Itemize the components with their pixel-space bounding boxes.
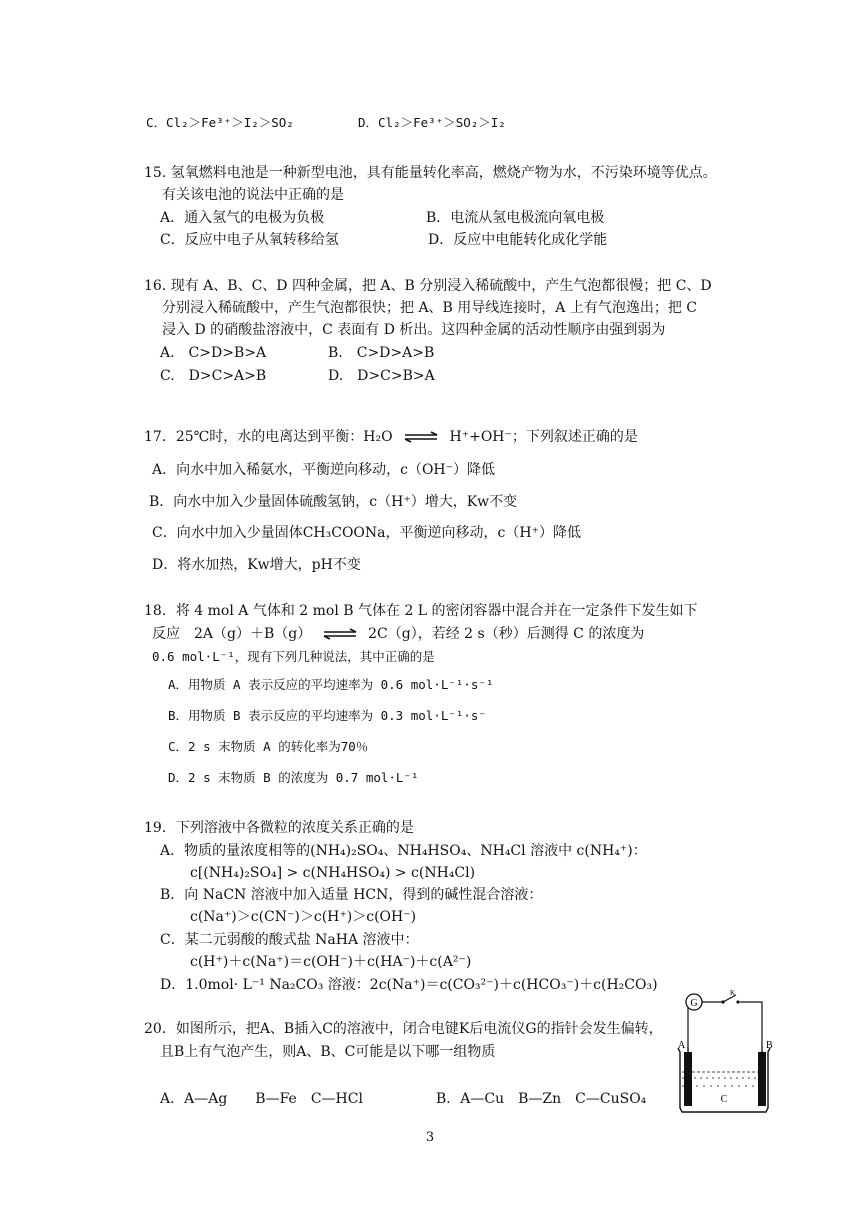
wire	[688, 1002, 762, 1060]
q20-option-a: A．A—Ag B—Fe C—HCl	[160, 1091, 363, 1107]
q18-option-d: D．2 s 末物质 B 的浓度为 0.7 mol·L⁻¹	[168, 770, 419, 785]
q19-stem: 19．下列溶液中各微粒的浓度关系正确的是	[144, 820, 414, 836]
q16-option-b: B. C>D>A>B	[328, 345, 435, 361]
electrode-a	[684, 1052, 692, 1106]
solution-label: C	[720, 1094, 728, 1105]
q15-stem-line1: 15. 氢氧燃料电池是一种新型电池，具有能量转化率高，燃烧产物为水，不污染环境等优点。	[144, 165, 717, 181]
q18-option-a: A．用物质 A 表示反应的平均速率为 0.6 mol·L⁻¹·s⁻¹	[168, 677, 494, 692]
q17-option-a: A．向水中加入稀氨水，平衡逆向移动，c（OH⁻）降低	[152, 462, 496, 478]
q18-option-b: B．用物质 B 表示反应的平均速率为 0.3 mol·L⁻¹·s⁻	[168, 708, 486, 723]
q16-option-a: A. C>D>B>A	[160, 345, 267, 361]
q19-option-c-line2: c(H⁺)＋c(Na⁺)＝c(OH⁻)＋c(HA⁻)＋c(A²⁻)	[190, 954, 472, 970]
solution-surface	[682, 1072, 766, 1086]
switch-label: K	[730, 990, 736, 997]
q16-stem-line1: 16. 现有 A、B、C、D 四种金属，把 A、B 分别浸入稀硫酸中，产生气泡都很慢；把 C、D	[144, 278, 712, 294]
q20-option-b: B．A—Cu B—Zn C—CuSO₄	[436, 1091, 647, 1107]
q15-option-d: D．反应中电能转化成化学能	[428, 232, 608, 248]
q19-option-b-line1: B．向 NaCN 溶液中加入适量 HCN，得到的碱性混合溶液：	[160, 887, 543, 903]
q18-stem-line2-pre: 反应 2A（g）＋B（g）	[152, 626, 312, 642]
q18-stem-line3: 0.6 mol·L⁻¹，现有下列几种说法，其中正确的是	[152, 649, 435, 664]
galvanometer-label: G	[690, 998, 698, 1009]
q19-option-a-line2: c[(NH₄)₂SO₄] > c(NH₄HSO₄) > c(NH₄Cl)	[190, 865, 476, 881]
q19-option-a-line1: A．物质的量浓度相等的(NH₄)₂SO₄、NH₄HSO₄、NH₄Cl 溶液中 c(NH₄⁺)：	[160, 843, 647, 859]
q17-stem-post: H⁺+OH⁻；下列叙述正确的是	[449, 429, 638, 445]
q18-stem-line1: 18．将 4 mol A 气体和 2 mol B 气体在 2 L 的密闭容器中混合并在一定条件下发生如下	[144, 603, 698, 619]
q19-option-c-line1: C．某二元弱酸的酸式盐 NaHA 溶液中：	[160, 932, 419, 948]
q17-stem-pre: 17．25℃时，水的电离达到平衡：H₂O	[144, 429, 393, 445]
electrode-a-label: A	[678, 1040, 686, 1051]
q17-option-d: D．将水加热，Kw增大，pH不变	[152, 557, 361, 573]
q16-stem-line3: 浸入 D 的硝酸盐溶液中，C 表面有 D 析出。这四种金属的活动性顺序由强到弱为	[162, 322, 666, 338]
equilibrium-arrow-icon	[403, 431, 439, 443]
equilibrium-arrow-icon	[322, 628, 358, 640]
q16-option-d: D. D>C>B>A	[328, 368, 435, 384]
q16-stem-line2: 分别浸入稀硫酸中，产生气泡都很快；把 A、B 用导线连接时，A 上有气泡逸出；把 C	[162, 300, 698, 316]
q19-option-d: D．1.0mol· L⁻¹ Na₂CO₃ 溶液：2c(Na⁺)＝c(CO₃²⁻)＋c(HCO₃⁻)＋c(H₂CO₃)	[160, 977, 658, 993]
q15-option-b: B．电流从氢电极流向氧电极	[426, 210, 605, 226]
q16-option-c: C. D>C>A>B	[160, 368, 267, 384]
q17-option-c: C．向水中加入少量固体CH₃COONa，平衡逆向移动，c（H⁺）降低	[152, 525, 581, 541]
page-number: 3	[425, 1130, 435, 1145]
q15-option-c: C．反应中电子从氧转移给氢	[160, 232, 339, 248]
q15-option-a: A．通入氢气的电极为负极	[160, 210, 325, 226]
q20-stem-line2: 且B上有气泡产生，则A、B、C可能是以下哪一组物质	[160, 1044, 496, 1060]
galvanic-cell-diagram	[666, 990, 776, 1120]
q18-stem-line2	[152, 625, 644, 643]
electrode-b	[758, 1052, 766, 1106]
q14-option-c: C．Cl₂＞Fe³⁺＞I₂＞SO₂	[146, 115, 294, 130]
q14-option-d: D．Cl₂＞Fe³⁺＞SO₂＞I₂	[358, 115, 506, 130]
switch-contact-icon	[736, 1000, 739, 1003]
q17-option-b: B．向水中加入少量固体硫酸氢钠，c（H⁺）增大，Kw不变	[149, 494, 518, 510]
electrode-b-label: B	[766, 1040, 773, 1051]
q18-option-c: C．2 s 末物质 A 的转化率为70％	[168, 739, 369, 754]
q18-stem-line2-post: 2C（g），若经 2 s（秒）后测得 C 的浓度为	[368, 626, 645, 642]
q15-stem-line2: 有关该电池的说法中正确的是	[162, 187, 344, 203]
q19-option-b-line2: c(Na⁺)＞c(CN⁻)＞c(H⁺)＞c(OH⁻)	[190, 909, 417, 925]
q17-stem	[144, 428, 638, 446]
q20-stem-line1: 20．如图所示，把A、B插入C的溶液中，闭合电键K后电流仪G的指针会发生偏转，	[144, 1021, 663, 1037]
